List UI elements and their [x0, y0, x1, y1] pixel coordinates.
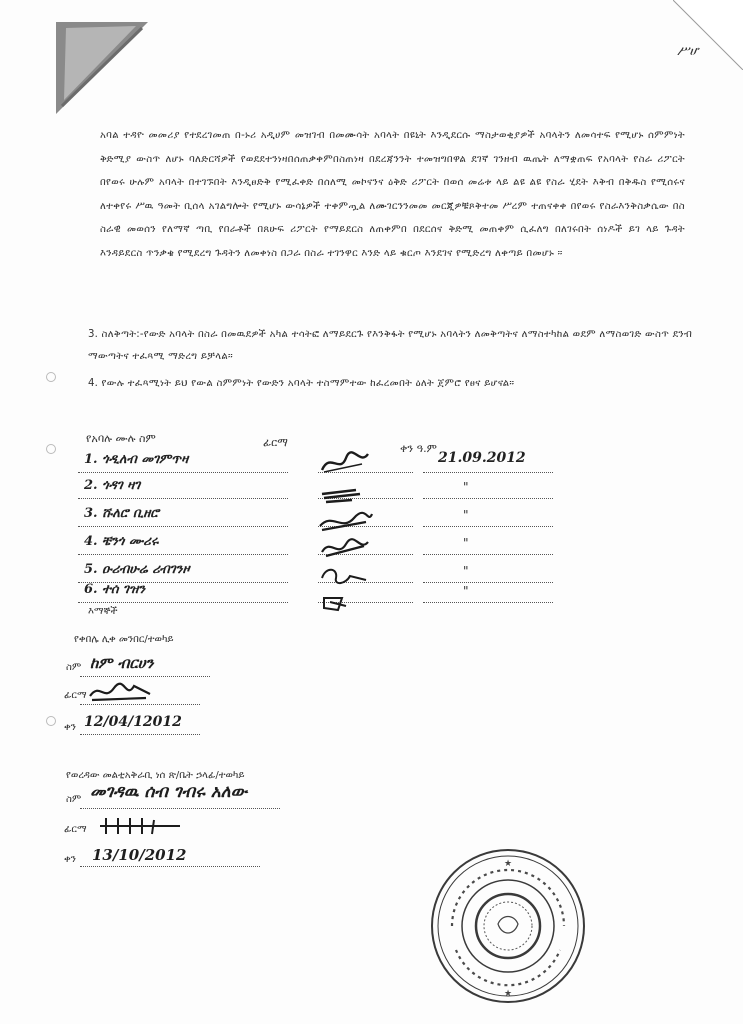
dotted-line — [78, 554, 288, 555]
received-title: የቀበሌ ሊቀ መንበር/ተወካይ — [74, 634, 174, 645]
office-name-label: ስም — [66, 794, 82, 805]
dotted-line — [423, 554, 553, 555]
office-signature — [96, 812, 186, 838]
member-name: 3. ሹለሮ ቢዘሮ — [84, 506, 159, 521]
office-date: 13/10/2012 — [92, 846, 187, 864]
received-date-label: ቀን — [64, 722, 76, 733]
received-sig-label: ፊርማ — [64, 690, 87, 701]
punch-hole — [46, 716, 56, 726]
folded-corner — [673, 0, 743, 70]
dotted-line — [423, 602, 553, 603]
dotted-line — [423, 498, 553, 499]
received-signature — [86, 680, 156, 706]
svg-text:★: ★ — [503, 859, 513, 869]
member-date: " — [463, 508, 469, 522]
member-date: 21.09.2012 — [438, 450, 526, 466]
dotted-line — [80, 734, 200, 735]
member-date: " — [463, 584, 469, 598]
paragraph-penalty: 3. ስለቅጣት:-የውድ አባላት በስራ በመዉደዎች አካል ተሳትፎ ለማይደርጉ የእንቅፋት የሚሆኑ አባላትን ለመቅጣትና ለማስተካከል ወደም ለማስወገድ ውስጥ ደንብ ማውጣትና ተፈጻሚ ማድረግ ይቻላል። — [88, 329, 693, 362]
dotted-line — [78, 526, 288, 527]
received-name: ከም ብርሀን — [90, 654, 154, 672]
dotted-line — [423, 472, 553, 473]
official-stamp — [428, 846, 588, 1006]
page-mark: ሥሆ — [677, 44, 699, 59]
office-date-label: ቀን — [64, 854, 76, 865]
witness-label: እማኞች — [88, 606, 118, 617]
member-name: 2. ጎዳገ ዛገ — [84, 478, 141, 493]
member-name: 1. ጎዲለብ መገምጥዛ — [84, 452, 189, 467]
dotted-line — [423, 526, 553, 527]
paragraph-1: አባል ተዳዮ መመሪያ የተደረገመጠ በ-ኑሪ አዲሀም መዝገብ በመሙሳት አባላት በዩኒት እንዲደርሱ ማስታወቂያዎች አባላትን ለመሳተፍ የሚሆኑ ሰምምነት ቅድሚያ ውስጥ ለሆኑ ባለድርሻዎች የወደደተንነዛበሰጠቃቀምበስጠነዛ በደረጃንንት ተመዝግበዋል ደገኛ ገንዘብ ዉጤት ለማቋጠፍ የአባላት የስራ ሪፖርት በየወሩ ሁሉም አባላት በተገኙበት እንዲፀድቅ የሚፈቀድ በሰለሚ መኮናንና ዕቅድ ሪፖርት በወሰ መሬቱ ላይ ልዩ ልዩ የስራ ሂደት እቅብ በቅዱስ የሚሰሩና ለተቀየሩ ሥዉ ዓመት ቢሰላ አገልግሎት የሚሆኑ ውሳኔዎች ተቀምጧል ለሙገርንንመመ መርጂዎቹጾቅተመ ሥረም ተጠናቀቀ በየወሩ የስራእንቅስቃሴው በስ ስራዊ መወሰን የለማኛ ጣቢ የበራቶች በጸሁፍ ሪፖርት የማይደርስ ለጠቀምበ በደርሰና ቅድሚ መጠቀም ሲፈለግ በለገሩበት ሰነዶች ይገ ላይ ጉዳት እንዳይደርስ ጥንቃቄ የሚደረግ ጉዳትን ለመቀነስ በጋራ በስራ ተገንዋር እንድ ላይ ቁርጦ እንደገና የሚድረግ ለቀጣይ በመሆኑ ። — [100, 130, 685, 259]
col-header-signature: ፊርማ — [263, 436, 288, 449]
punch-hole — [46, 372, 56, 382]
office-title: የወረዳው መልቲአቅራቢ ነሰ ጽ/ቤት ኃላፊ/ተወካይ — [66, 770, 245, 781]
dotted-line — [80, 866, 260, 867]
svg-text:★: ★ — [503, 989, 513, 999]
col-header-date: ቀን ዓ.ም — [400, 442, 437, 455]
dotted-line — [78, 472, 288, 473]
member-name: 4. ቼንጎ ሙሪሩ — [84, 534, 159, 549]
paragraph-validity: 4. የውሉ ተፈጻሚነት ይህ የውል ስምምነት የውድን አባላት ተስማምተው ከፈረመበት ዕለት ጀምሮ የፀና ይሆናል። — [88, 378, 515, 389]
received-name-label: ስም — [66, 662, 82, 673]
scan-corner-shadow — [56, 22, 148, 114]
received-date: 12/04/12012 — [84, 714, 182, 730]
member-name: 6. ተሰ ገዝን — [84, 582, 146, 597]
member-name: 5. ዑሪብሁሬ ሪብገንዞ — [84, 562, 190, 577]
member-signatures — [316, 448, 376, 618]
member-date: " — [463, 564, 469, 578]
office-sig-label: ፊርማ — [64, 824, 87, 835]
dotted-line — [80, 676, 210, 677]
punch-hole — [46, 444, 56, 454]
office-name: መገዳዉ ሰብ ገብሩ አለው — [90, 782, 247, 802]
dotted-line — [78, 498, 288, 499]
member-date: " — [463, 536, 469, 550]
dotted-line — [80, 808, 280, 809]
dotted-line — [78, 602, 288, 603]
dotted-line — [80, 704, 200, 705]
col-header-name: የአባሉ ሙሉ ስም — [86, 432, 156, 445]
member-date: " — [463, 480, 469, 494]
